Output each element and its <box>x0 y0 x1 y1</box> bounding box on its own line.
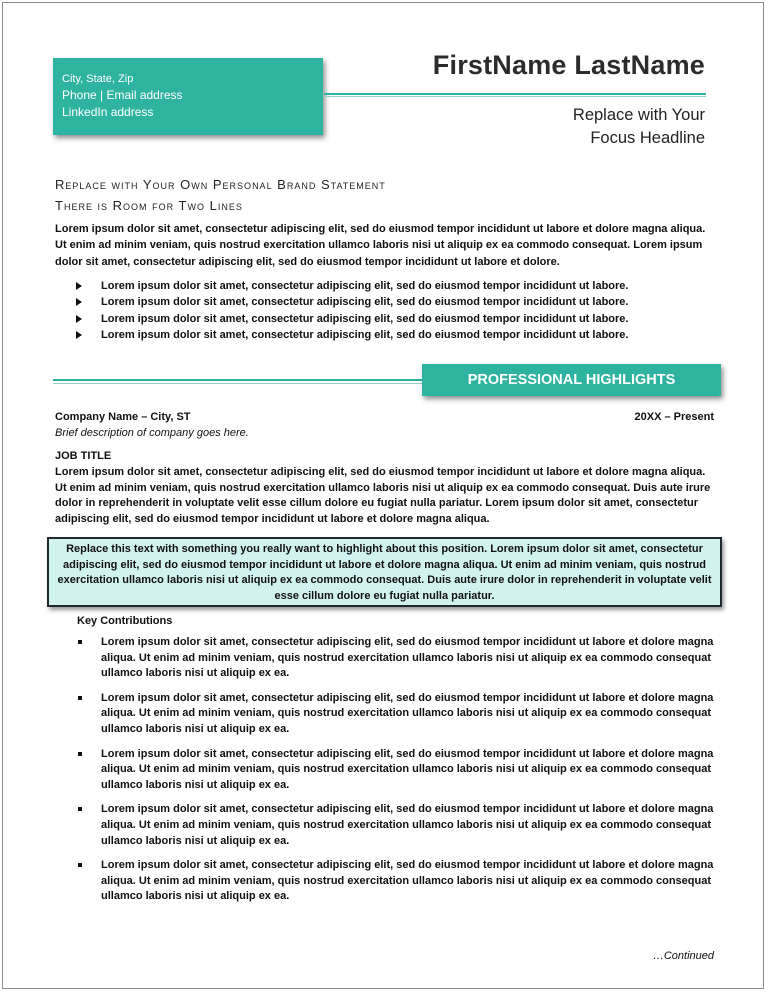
list-item-text: Lorem ipsum dolor sit amet, consectetur adipiscing elit, sed do eiusmod tempor incididunt ut labore et dolore magna aliqua. Ut enim ad minim veniam, quis nostrud exercitation ullamco laboris nisi ut aliquip ex ea commodo consequat ullamco laboris nisi ut aliquip ex ea. <box>101 747 714 791</box>
square-bullet-icon <box>78 752 82 756</box>
company-description: Brief description of company goes here. <box>55 427 249 439</box>
intro-bullet-text: Lorem ipsum dolor sit amet, consectetur adipiscing elit, sed do eiusmod tempor incididunt ut labore. <box>101 296 629 309</box>
brand-statement <box>55 174 386 216</box>
intro-bullet <box>76 294 716 310</box>
triangle-bullet-icon <box>76 282 82 290</box>
key-contributions-list <box>77 635 717 914</box>
intro-bullet <box>76 278 716 294</box>
section-divider <box>53 379 423 384</box>
list-item-text: Lorem ipsum dolor sit amet, consectetur adipiscing elit, sed do eiusmod tempor incididunt ut labore et dolore magna aliqua. Ut enim ad minim veniam, quis nostrud exercitation ullamco laboris nisi ut aliquip ex ea commodo consequat ullamco laboris nisi ut aliquip ex ea. <box>101 803 714 847</box>
company-name: Company Name – City, ST <box>55 411 191 423</box>
highlight-box: Replace this text with something you really want to highlight about this position. Lorem ipsum dolor sit amet, consectetur adipiscing elit, sed do eiusmod tempor incididunt ut labore et dolore magna aliqua. Ut enim ad minim veniam, quis nostrud exercitation ullamco laboris nisi ut aliquip ex ea commodo consequat. Duis aute irure dolor in reprehenderit in voluptate velit esse cillum dolore eu fugiat nulla pariatur. <box>47 537 722 607</box>
intro-bullet-text: Lorem ipsum dolor sit amet, consectetur adipiscing elit, sed do eiusmod tempor incididunt ut labore. <box>101 328 629 341</box>
list-item <box>77 747 717 794</box>
brand-statement-line2: There is Room for Two Lines <box>55 198 243 213</box>
focus-headline <box>573 104 705 150</box>
intro-bullet-list <box>76 278 716 343</box>
key-contributions-title: Key Contributions <box>77 615 173 627</box>
job-description: Lorem ipsum dolor sit amet, consectetur adipiscing elit, sed do eiusmod tempor incididunt ut labore et dolore magna aliqua. Ut enim ad minim veniam, quis nostrud exercitation ullamco laboris nisi ut aliquip ex ea commodo consequat. Duis aute irure dolor in reprehenderit in voluptate velit esse cillum dolore eu fugiat nulla pariatur. Lorem ipsum dolor sit amet, consectetur adipiscing elit, sed do eiusmod tempor incididunt ut labore et dolore magna aliqua. <box>55 466 711 525</box>
square-bullet-icon <box>78 807 82 811</box>
brand-statement-line1: Replace with Your Own Personal Brand Statement <box>55 177 386 192</box>
intro-bullet <box>76 311 716 327</box>
contact-location: City, State, Zip <box>62 73 134 85</box>
focus-headline-line1: Replace with Your <box>572 106 705 124</box>
square-bullet-icon <box>78 696 82 700</box>
triangle-bullet-icon <box>76 298 82 306</box>
intro-bullet-text: Lorem ipsum dolor sit amet, consectetur adipiscing elit, sed do eiusmod tempor incididunt ut labore. <box>101 312 629 325</box>
list-item-text: Lorem ipsum dolor sit amet, consectetur adipiscing elit, sed do eiusmod tempor incididunt ut labore et dolore magna aliqua. Ut enim ad minim veniam, quis nostrud exercitation ullamco laboris nisi ut aliquip ex ea commodo consequat ullamco laboris nisi ut aliquip ex ea. <box>101 691 714 735</box>
list-item <box>77 802 717 849</box>
list-item <box>77 691 717 738</box>
square-bullet-icon <box>78 863 82 867</box>
intro-paragraph: Lorem ipsum dolor sit amet, consectetur adipiscing elit, sed do eiusmod tempor incididunt ut labore et dolore magna aliqua. Ut enim ad minim veniam, quis nostrud exercitation ullamco laboris nisi ut aliquip ex ea commodo consequat. Lorem ipsum dolor sit amet, consectetur adipiscing elit, sed do eiusmod tempor incididunt ut labore et dolore. <box>55 223 706 268</box>
square-bullet-icon <box>78 640 82 644</box>
continued-note: …Continued <box>652 950 714 962</box>
focus-headline-line2: Focus Headline <box>590 129 705 147</box>
list-item-text: Lorem ipsum dolor sit amet, consectetur adipiscing elit, sed do eiusmod tempor incididunt ut labore et dolore magna aliqua. Ut enim ad minim veniam, quis nostrud exercitation ullamco laboris nisi ut aliquip ex ea commodo consequat ullamco laboris nisi ut aliquip ex ea. <box>101 859 714 903</box>
contact-phone-email: Phone | Email address <box>62 88 183 102</box>
triangle-bullet-icon <box>76 331 82 339</box>
header-divider <box>324 93 706 97</box>
list-item-text: Lorem ipsum dolor sit amet, consectetur adipiscing elit, sed do eiusmod tempor incididunt ut labore et dolore magna aliqua. Ut enim ad minim veniam, quis nostrud exercitation ullamco laboris nisi ut aliquip ex ea commodo consequat ullamco laboris nisi ut aliquip ex ea. <box>101 636 714 680</box>
intro-bullet-text: Lorem ipsum dolor sit amet, consectetur adipiscing elit, sed do eiusmod tempor incididunt ut labore. <box>101 280 629 292</box>
section-title: PROFESSIONAL HIGHLIGHTS <box>422 364 721 396</box>
job-title: JOB TITLE <box>55 450 112 462</box>
contact-linkedin: LinkedIn address <box>62 104 154 119</box>
candidate-name: FirstName LastName <box>432 50 705 80</box>
triangle-bullet-icon <box>76 315 82 323</box>
employment-dates: 20XX – Present <box>634 411 714 423</box>
list-item <box>77 858 717 905</box>
contact-box <box>53 58 323 135</box>
list-item <box>77 635 717 682</box>
intro-bullet <box>76 327 716 343</box>
